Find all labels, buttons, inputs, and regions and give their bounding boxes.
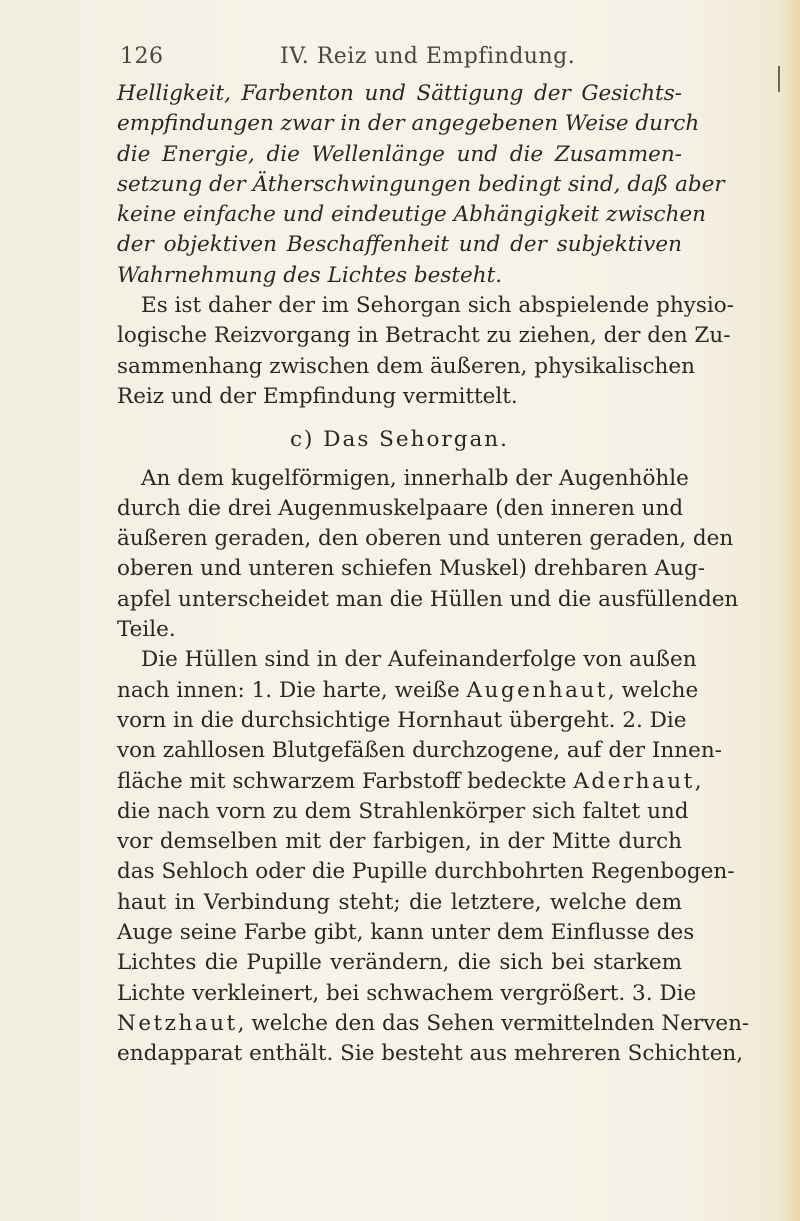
page-number: 126 (120, 44, 164, 69)
text-line: logische Reizvorgang in Betracht zu ziehen, der den Zu- (117, 323, 731, 349)
text-line: oberen und unteren schiefen Muskel) drehbaren Aug- (117, 556, 706, 582)
text-line: von zahllosen Blutgefäßen durchzogene, auf der Innen- (117, 738, 722, 764)
text-line: An dem kugelförmigen, innerhalb der Augenhöhle (141, 465, 689, 491)
page-edge-shading (778, 0, 800, 1221)
text-run: , (694, 768, 702, 794)
text-line: sammenhang zwischen dem äußeren, physikalischen (117, 353, 695, 379)
text-line: Auge seine Farbe gibt, kann unter dem Einflusse des (117, 920, 695, 946)
text-line: das Sehloch oder die Pupille durchbohrten Regenbogen- (117, 859, 735, 885)
text-line: endapparat enthält. Sie besteht aus mehreren Schichten, (117, 1041, 744, 1067)
text-run: nach innen: 1. Die harte, weiße (117, 677, 467, 703)
text-line: Lichtes die Pupille verändern, die sich bei starkem (117, 950, 682, 976)
text-line: die nach vorn zu dem Strahlenkörper sich faltet und (117, 798, 689, 824)
text-line: vorn in die durchsichtige Hornhaut übergeht. 2. Die (117, 707, 687, 733)
text-line: apfel unterscheidet man die Hüllen und die ausfüllenden (117, 586, 739, 612)
text-line (117, 1009, 750, 1039)
margin-mark (778, 66, 780, 92)
text-line: vor demselben mit der farbigen, in der Mitte durch (117, 829, 682, 855)
text-run: , welche (607, 677, 699, 703)
text-line: der objektiven Beschaffenheit und der subjektiven (117, 232, 682, 258)
text-line: die Energie, die Wellenlänge und die Zusammen- (117, 141, 682, 167)
text-run: , welche den das Sehen vermittelnden Nerven- (237, 1010, 750, 1036)
emphasized-term: Netzhaut (117, 1010, 238, 1036)
text-run: fläche mit schwarzem Farbstoff bedeckte (117, 768, 574, 794)
text-line (117, 676, 699, 706)
running-title: IV. Reiz und Empfindung. (280, 44, 576, 69)
text-line: Es ist daher der im Sehorgan sich abspielende physio- (141, 293, 734, 319)
text-line: Wahrnehmung des Lichtes besteht. (117, 262, 503, 288)
text-line: Reiz und der Empfindung vermittelt. (117, 383, 518, 409)
text-line: setzung der Ätherschwingungen bedingt sind, daß aber (117, 171, 725, 197)
text-line: Helligkeit, Farbenton und Sättigung der Gesichts- (117, 81, 682, 106)
page-body (117, 79, 750, 1070)
text-line: keine einfache und eindeutige Abhängigkeit zwischen (117, 202, 707, 228)
text-line: äußeren geraden, den oberen und unteren geraden, den (117, 526, 734, 552)
text-line: haut in Verbindung steht; die letztere, welche dem (117, 889, 682, 915)
section-heading: c) Das Sehorgan. (290, 427, 509, 453)
text-line: empfindungen zwar in der angegebenen Weise durch (117, 111, 700, 137)
emphasized-term: Augenhaut (466, 677, 608, 703)
page-header (120, 44, 680, 74)
text-line (117, 767, 702, 797)
text-line: Die Hüllen sind in der Aufeinanderfolge von außen (141, 647, 697, 673)
text-line: durch die drei Augenmuskelpaare (den inneren und (117, 495, 684, 521)
text-line: Teile. (117, 617, 176, 643)
text-line: Lichte verkleinert, bei schwachem vergrößert. 3. Die (117, 980, 697, 1006)
emphasized-term: Aderhaut (573, 768, 695, 794)
